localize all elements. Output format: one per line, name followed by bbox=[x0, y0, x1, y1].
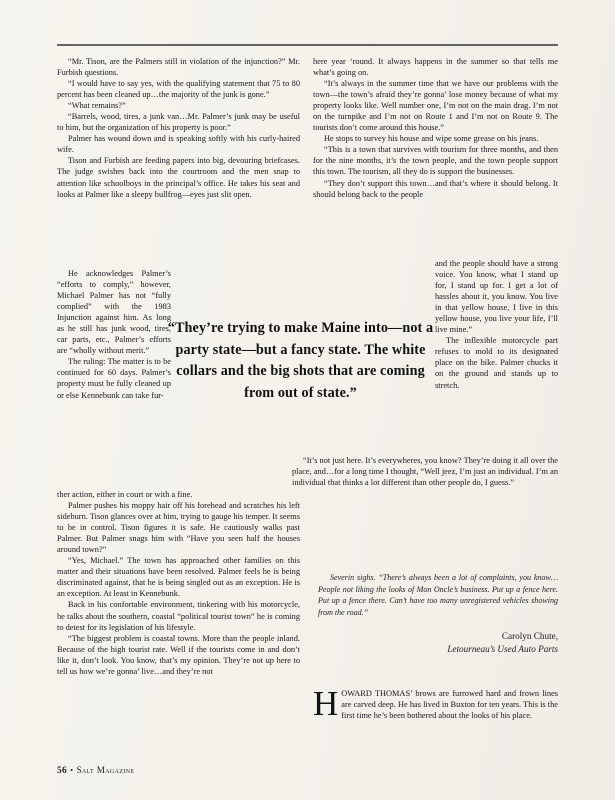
excerpt-byline bbox=[318, 630, 558, 657]
paragraph: “This is a town that survives with tourism for three months, and then for the nine months, it’s the town people, and the town people support this town. The tourism, all they do is support the businesses. bbox=[313, 145, 558, 177]
right-column-narrow bbox=[435, 258, 558, 391]
paragraph: Palmer has wound down and is speaking softly with his curly-haired wife. bbox=[57, 134, 300, 155]
paragraph: He stops to survey his house and wipe some grease on his jeans. bbox=[324, 134, 539, 144]
paragraph: “They don’t support this town…and that’s where it should belong. It should belong back to the people bbox=[313, 178, 558, 199]
excerpt-author: Carolyn Chute, bbox=[501, 631, 558, 641]
paragraph: “Yes, Michael.” The town has approached other families on this matter and their situations have been resolved. Palmer feels he is being discriminated against, that he is being singled out as an exception. He is an exception. At least in Kennebunk. bbox=[57, 556, 300, 599]
pull-quote: “They’re trying to make Maine into—not a party state—but a fancy state. The white collars and the big shots that are coming from out of state.” bbox=[167, 320, 434, 401]
header-rule bbox=[57, 44, 558, 46]
final-paragraph bbox=[313, 684, 558, 723]
paragraph: ther action, either in court or with a fine. bbox=[57, 490, 193, 499]
paragraph: Tison and Furbish are feeding papers into big, devouring briefcases. The judge swishes back into the courtroom and the men snap to attention like schoolboys in the principal’s office. He takes his seat and looks at Palmer like a sleepy bullfrog—eyes just slit open. bbox=[57, 156, 300, 199]
drop-cap: H bbox=[313, 684, 339, 723]
left-column-narrow bbox=[57, 268, 171, 401]
right-column-lower bbox=[292, 455, 558, 488]
paragraph: here year ‘round. It always happens in the summer so that tells me what’s going on. bbox=[313, 57, 558, 78]
paragraph: and the people should have a strong voice. You know, what I stand up for, I stand up for. I get a lot of hassles about it, you know. You live in that yellow house, I live in this yellow house, you live your life, I’ll live mine.” bbox=[435, 259, 558, 335]
paragraph: “Mr. Tison, are the Palmers still in violation of the injunction?” Mr. Furbish questions. bbox=[57, 57, 300, 78]
left-column-lower bbox=[57, 489, 300, 677]
paragraph: “It’s always in the summer time that we have our problems with the town—the town’s afraid they’re gonna’ lose money because of what my property looks like. Well number one, I’m not on the main drag. I’m not on the turnpike and I’m not on Route 1 and I’m not on Route 9. The tourists don’t come around this house.” bbox=[313, 79, 558, 133]
publication-name: Salt Magazine bbox=[76, 765, 135, 775]
paragraph: “What remains?” bbox=[68, 101, 126, 111]
excerpt-work-title: Letourneau’s Used Auto Parts bbox=[447, 644, 558, 655]
right-column-upper bbox=[313, 56, 558, 200]
paragraph: Palmer pushes his moppy hair off his forehead and scratches his left sideburn. Tison glances over at him, trying to gauge his temper. It seems to be in control. Tison figures it is safe. He cautiously walks past Palmer. But Palmer snags him with “Have you seen half the houses around town?” bbox=[57, 501, 300, 555]
page-footer bbox=[57, 765, 134, 776]
paragraph: “The biggest problem is coastal towns. More than the people inland. Because of the high tourist rate. Well if the tourists come in and don’t like it, don’t look. You know, that’s my opinion. They’re not up here to tell us how we’re gonna’ live…and they’re not bbox=[57, 633, 300, 676]
excerpt-text: Severin sighs. “There’s always been a lot of complaints, you know…People not liking the looks of Mon Oncle’s business. Put up a fence here. Put up a fence there. Can’t have too many unregistered vehicles showing from the road.” bbox=[318, 573, 558, 617]
excerpt-block bbox=[318, 572, 558, 618]
left-column-upper bbox=[57, 56, 300, 200]
paragraph: The ruling: The matter is to be continued for 60 days. Palmer’s property must be fully cleaned up or else Kennebunk can take fur- bbox=[57, 357, 171, 400]
paragraph: “Barrels, wood, tires, a junk van…Mr. Palmer’s junk may be useful to him, but the organization of his property is poor.” bbox=[57, 112, 300, 133]
paragraph: Back in his confortable environment, tinkering with his motorcycle, he talks about the southern, coastal “political tourist town” he is coming to detest for its legislation of his lifestyle. bbox=[57, 600, 300, 632]
paragraph: He acknowledges Palmer’s “efforts to comply,” however, Michael Palmer has not “fully complied” with the 1983 Injunction against him. As long as he still has junk wood, tires, car parts, etc., Palmer’s efforts are “wholly without merit.” bbox=[57, 269, 171, 356]
final-paragraph-text: OWARD THOMAS’ brows are furrowed hard and frown lines are carved deep. He has lived in Buxton for ten years. This is the first time he’s been bothered about the looks of his place. bbox=[341, 689, 558, 721]
page-number: 56 bbox=[57, 766, 68, 776]
paragraph: The inflexible motorcycle part refuses to mold to its designated place on the bike. Palmer chucks it on the ground and stands up to stretch. bbox=[435, 336, 558, 390]
paragraph: “I would have to say yes, with the qualifying statement that 75 to 80 percent has been cleaned up…the majority of the junk is gone.” bbox=[57, 79, 300, 100]
footer-separator: • bbox=[70, 765, 74, 775]
paragraph: “It’s not just here. It’s everywheres, you know? They’re doing it all over the place, and…for a long time I thought, “Well jeez, I’m just an individual. I’m an individual that thinks a lot different than other people do, I guess.” bbox=[292, 456, 558, 488]
final-section bbox=[313, 684, 558, 723]
